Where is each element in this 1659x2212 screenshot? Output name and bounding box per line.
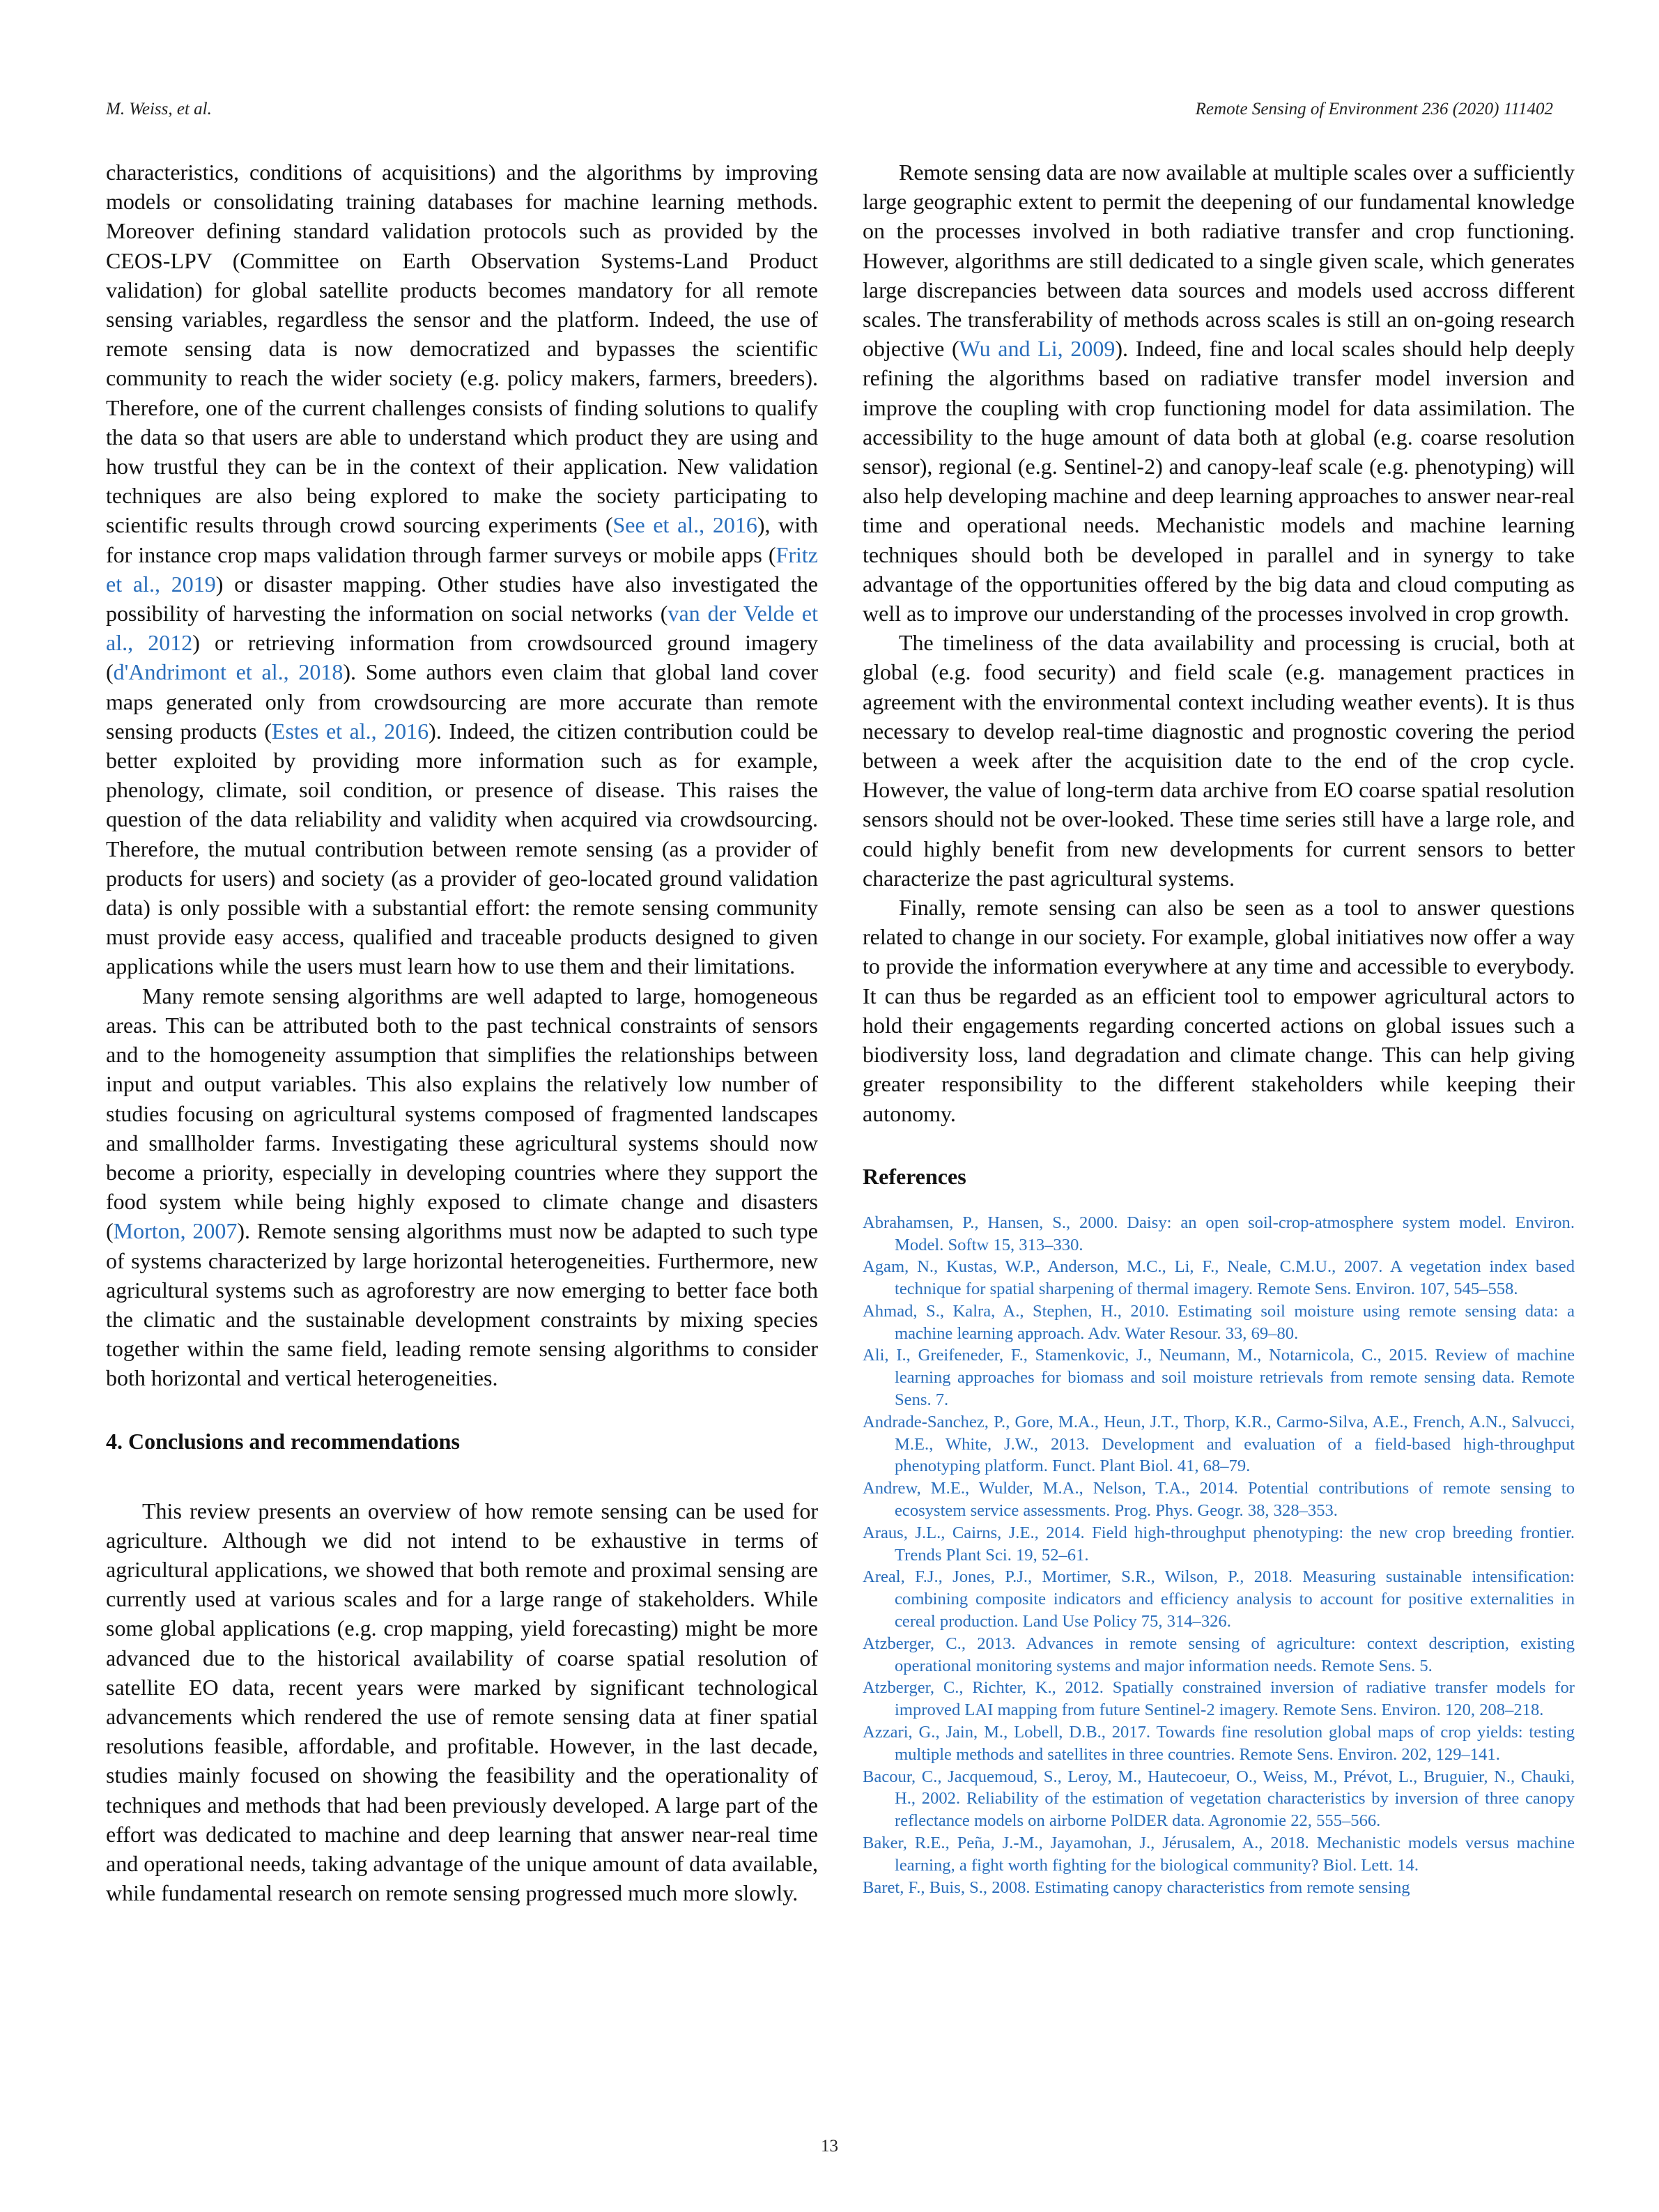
paragraph-society: Finally, remote sensing can also be seen as a tool to answer questions related to change in our society. For example, global initiatives now offer a way to provide the information everywhere at any time and accessible to everybody. It can thus be regarded as an efficient tool to empower agricultural actors to hold their engagements regarding concerted actions on global issues such a biodiversity loss, land degradation and climate change. This can help giving greater responsibility to the different stakeholders while keeping their autonomy. [863,895,1575,1126]
reference-item[interactable]: Abrahamsen, P., Hansen, S., 2000. Daisy: an open soil-crop-atmosphere system model. Environ. Model. Softw 15, 313–330. [863,1213,1575,1254]
reference-item[interactable]: Bacour, C., Jacquemoud, S., Leroy, M., Hautecoeur, O., Weiss, M., Prévot, L., Bruguier, N., Chauki, H., 2002. Reliability of the estimation of vegetation characteristics by inversion of three canopy reflectance models on airborne PolDER data. Agronomie 22, 555–566. [863,1767,1575,1831]
citation-link[interactable]: Wu and Li, 2009 [959,336,1116,362]
reference-item[interactable]: Atzberger, C., Richter, K., 2012. Spatially constrained inversion of radiative transfer models for improved LAI mapping from future Sentinel-2 imagery. Remote Sens. Environ. 120, 208–218. [863,1678,1575,1720]
running-header-authors: M. Weiss, et al. [106,100,212,118]
reference-item[interactable]: Baker, R.E., Peña, J.-M., Jayamohan, J., Jérusalem, A., 2018. Mechanistic models versus machine learning, a fight worth fighting for the biological community? Biol. Lett. 14. [863,1834,1575,1875]
reference-list [863,1212,1575,1899]
paragraph-multiscale: Remote sensing data are now available at multiple scales over a sufficiently large geographic extent to permit the deepening of our fundamental knowledge on the processes involved in both radiative transfer and crop functioning. However, algorithms are still dedicated to a single given scale, which generates large discrepancies between data sources and models used accross different scales. The transferability of methods across scales is still an on-going research objective (Wu and Li, 2009). Indeed, fine and local scales should help deeply refining the algorithms based on radiative transfer model inversion and improve the coupling with crop functioning model for data assimilation. The accessibility to the huge amount of data both at global (e.g. coarse resolution sensor), regional (e.g. Sentinel-2) and canopy-leaf scale (e.g. phenotyping) will also help developing machine and deep learning approaches to answer near-real time and operational needs. Mechanistic models and machine learning techniques should both be developed in parallel and in synergy to take advantage of the opportunities offered by the big data and cloud computing as well as to improve our understanding of the processes involved in crop growth. [863,160,1575,627]
reference-item[interactable]: Agam, N., Kustas, W.P., Anderson, M.C., Li, F., Neale, C.M.U., 2007. A vegetation index based technique for spatial sharpening of thermal imagery. Remote Sens. Environ. 107, 545–558. [863,1257,1575,1299]
reference-item[interactable]: Areal, F.J., Jones, P.J., Mortimer, S.R., Wilson, P., 2018. Measuring sustainable intensification: combining composite indicators and efficiency analysis to account for positive externalities in cereal production. Land Use Policy 75, 314–326. [863,1567,1575,1631]
citation-link[interactable]: d'Andrimont et al., 2018 [113,659,344,685]
right-column [863,158,1575,1898]
citation-link[interactable]: Fritz et al., 2019 [106,542,818,597]
paragraph-validation: characteristics, conditions of acquisitions) and the algorithms by improving models or consolidating training databases for machine learning methods. Moreover defining standard validation protocols such as provided by the CEOS-LPV (Committee on Earth Observation Systems-Land Product validation) for global satellite products becomes mandatory for all remote sensing variables, regardless the sensor and the platform. Indeed, the use of remote sensing data is now democratized and bypasses the scientific community to reach the wider society (e.g. policy makers, farmers, breeders). Therefore, one of the current challenges consists of finding solutions to qualify the data so that users are able to understand which product they are using and how trustful they can be in the context of their application. New validation techniques are also being explored to make the society participating to scientific results through crowd sourcing experiments (See et al., 2016), with for instance crop maps validation through farmer surveys or mobile apps (Fritz et al., 2019) or disaster mapping. Other studies have also investigated the possibility of harvesting the information on social networks (van der Velde et al., 2012) or retrieving information from crowdsourced ground imagery (d'Andrimont et al., 2018). Some authors even claim that global land cover maps generated only from crowdsourcing are more accurate than remote sensing products (Estes et al., 2016). Indeed, the citizen contribution could be better exploited by providing more information such as for example, phenology, climate, soil condition, or presence of disease. This raises the question of the data reliability and validity when acquired via crowdsourcing. Therefore, the mutual contribution between remote sensing (as a provider of products for users) and society (as a provider of geo-located ground validation data) is only possible with a substantial effort: the remote sensing community must provide easy access, qualified and traceable products designed to given applications while the users must learn how to use them and their limitations. [106,160,819,979]
references-heading: References [863,1163,966,1189]
reference-item[interactable]: Andrew, M.E., Wulder, M.A., Nelson, T.A., 2014. Potential contributions of remote sensing to ecosystem service assessments. Prog. Phys. Geogr. 38, 328–353. [863,1479,1575,1521]
paragraph-heterogeneity: Many remote sensing algorithms are well adapted to large, homogeneous areas. This can be attributed both to the past technical constraints of sensors and to the homogeneity assumption that simplifies the relationships between input and output variables. This also explains the relatively low number of studies focusing on agricultural systems composed of fragmented landscapes and smallholder farms. Investigating these agricultural systems should now become a priority, especially in developing countries where they support the food system while being highly exposed to climate change and disasters (Morton, 2007). Remote sensing algorithms must now be adapted to such type of systems characterized by large horizontal heterogeneities. Furthermore, new agricultural systems such as agroforestry are now emerging to better face both the climatic and the sustainable development constraints by mixing species together within the same field, leading remote sensing algorithms to consider both horizontal and vertical heterogeneities. [106,983,819,1391]
paragraph-conclusion: This review presents an overview of how remote sensing can be used for agriculture. Although we did not intend to be exhaustive in terms of agricultural applications, we showed that both remote and proximal sensing are currently used at various scales and for a large range of stakeholders. While some global applications (e.g. crop mapping, yield forecasting) might be more advanced due to the historical availability of coarse spatial resolution of satellite EO data, recent years were marked by significant technological advancements which rendered the use of remote sensing data at finer spatial resolutions feasible, affordable, and profitable. However, in the last decade, studies mainly focused on showing the feasibility and the operationality of techniques and methods that had been previously developed. A large part of the effort was dedicated to machine and deep learning that answer near-real time and operational needs, taking advantage of the unique amount of data available, while fundamental research on remote sensing progressed much more slowly. [106,1498,818,1906]
page-number: 13 [821,2137,838,2156]
paragraph-timeliness: The timeliness of the data availability and processing is crucial, both at global (e.g. food security) and field scale (e.g. management practices in agreement with the environmental context including weather events). It is thus necessary to develop real-time diagnostic and prognostic covering the period between a week after the acquisition date to the end of the crop cycle. However, the value of long-term data archive from EO coarse spatial resolution sensors should not be over-looked. These time series still have a large role, and could highly benefit from new developments for current sensors to better characterize the past agricultural systems. [863,630,1575,891]
left-column [106,158,818,1907]
reference-item[interactable]: Ahmad, S., Kalra, A., Stephen, H., 2010. Estimating soil moisture using remote sensing data: a machine learning approach. Adv. Water Resour. 33, 69–80. [863,1301,1575,1343]
reference-item[interactable]: Araus, J.L., Cairns, J.E., 2014. Field high-throughput phenotyping: the new crop breeding frontier. Trends Plant Sci. 19, 52–61. [863,1523,1575,1565]
reference-item[interactable]: Baret, F., Buis, S., 2008. Estimating canopy characteristics from remote sensing [863,1877,1410,1897]
citation-link[interactable]: van der Velde et al., 2012 [106,601,819,656]
citation-link[interactable]: See et al., 2016 [612,512,757,538]
reference-item[interactable]: Andrade-Sanchez, P., Gore, M.A., Heun, J.T., Thorp, K.R., Carmo-Silva, A.E., French, A.N., Salvucci, M.E., White, J.W., 2013. Development and evaluation of a field-based high-throughput phenotyping platform. Funct. Plant Biol. 41, 68–79. [863,1412,1575,1476]
citation-link[interactable]: Morton, 2007 [113,1218,238,1244]
reference-item[interactable]: Azzari, G., Jain, M., Lobell, D.B., 2017. Towards fine resolution global maps of crop yields: testing multiple methods and satellites in three countries. Remote Sens. Environ. 202, 129–141. [863,1723,1575,1764]
section-heading: 4. Conclusions and recommendations [106,1428,460,1454]
reference-item[interactable]: Atzberger, C., 2013. Advances in remote sensing of agriculture: context description, existing operational monitoring systems and major information needs. Remote Sens. 5. [863,1634,1575,1675]
running-header-journal: Remote Sensing of Environment 236 (2020) 111402 [1195,100,1553,118]
reference-item[interactable]: Ali, I., Greifeneder, F., Stamenkovic, J., Neumann, M., Notarnicola, C., 2015. Review of machine learning approaches for biomass and soil moisture retrievals from remote sensing data. Remote Sens. 7. [863,1346,1575,1410]
citation-link[interactable]: Estes et al., 2016 [271,718,429,744]
